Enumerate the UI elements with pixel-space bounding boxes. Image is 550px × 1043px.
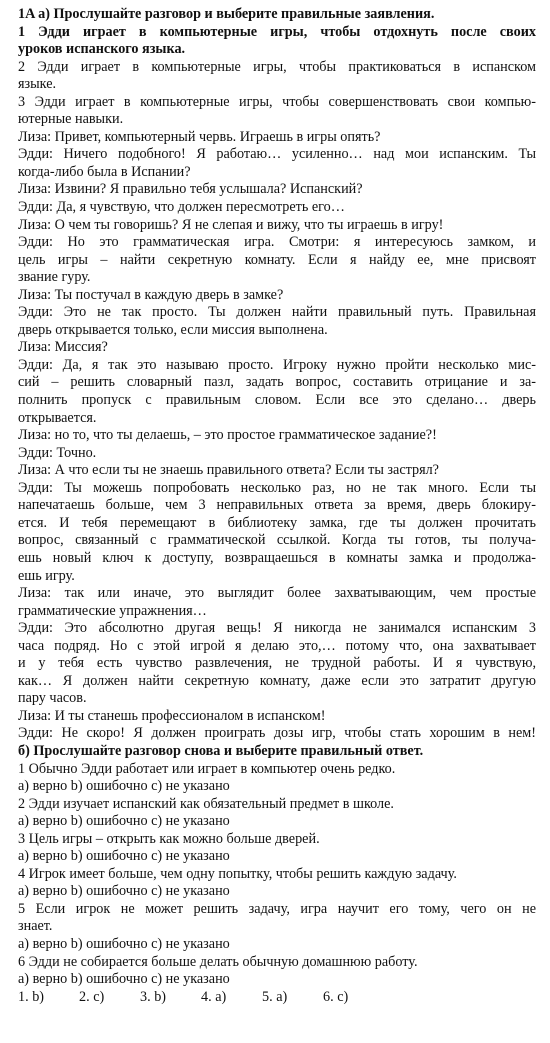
heading-line: 1 Эдди играет в компьютерные игры, чтобы отдохнуть после своих xyxy=(18,23,536,40)
text-line: часа подряд. Но с этой игрой я делаю это,… потому что, она захватывает xyxy=(18,637,536,654)
answer-item: 2. c) xyxy=(79,988,105,1005)
text-line: вопрос, связанный с грамматической ссылкой. Когда ты готов, ты получа- xyxy=(18,532,536,549)
text-line: 3 Эдди играет в компьютерные игры, чтобы совершенствовать свои компью- xyxy=(18,93,536,110)
text-line: звание гуру. xyxy=(18,269,91,286)
text-line: Эдди: Да, я чувствую, что должен пересмотреть его… xyxy=(18,199,345,216)
text-line: 6 Эдди не собирается больше делать обычную домашнюю работу. xyxy=(18,953,418,970)
heading-line: 1A а) Прослушайте разговор и выберите правильные заявления. xyxy=(18,6,435,22)
text-line: Лиза: О чем ты говоришь? Я не слепая и вижу, что ты играешь в игру! xyxy=(18,216,444,233)
answer-item: 1. b) xyxy=(18,988,45,1005)
text-line: Лиза: так или иначе, это выглядит более захватывающим, чем простые xyxy=(18,585,536,602)
text-line: 3 Цель игры – открыть как можно больше дверей. xyxy=(18,830,320,847)
heading-line: б) Прослушайте разговор снова и выберите правильный ответ. xyxy=(18,742,424,759)
text-line: а) верно b) ошибочно c) не указано xyxy=(18,935,230,952)
text-line: а) верно b) ошибочно c) не указано xyxy=(18,971,230,988)
answer-key xyxy=(18,989,536,1007)
text-line: Эдди: Но это грамматическая игра. Смотри: я интересуюсь замком, и xyxy=(18,234,536,251)
text-line: языке. xyxy=(18,76,57,93)
text-line: ешь новый ключ к доступу, возвращаешься в комнаты замка и продолжа- xyxy=(18,549,536,566)
text-line: Лиза: Миссия? xyxy=(18,339,108,356)
document-text xyxy=(18,6,536,989)
text-line: Лиза: И ты станешь профессионалом в испанском! xyxy=(18,707,326,724)
text-line: ютерные навыки. xyxy=(18,111,124,128)
text-line: Лиза: Привет, компьютерный червь. Играешь в игры опять? xyxy=(18,128,381,145)
text-line: Лиза: Извини? Я правильно тебя услышала? Испанский? xyxy=(18,181,363,198)
text-line: Эдди: Ничего подобного! Я работаю… усиленно… над мои испанским. Ты xyxy=(18,146,536,163)
text-line: дверь открывается только, если миссия выполнена. xyxy=(18,321,328,338)
answer-item: 6. c) xyxy=(323,988,349,1005)
text-line: 2 Эдди играет в компьютерные игры, чтобы практиковаться в испанском xyxy=(18,58,536,75)
text-line: Эдди: Не скоро! Я должен проиграть дозы игр, чтобы стать хорошим в нем! xyxy=(18,725,536,742)
text-line: полнить пропуск с правильным словом. Если все это сделано… дверь xyxy=(18,392,536,409)
answer-item: 4. a) xyxy=(201,988,227,1005)
text-line: ется. И тебя перемещают в библиотеку замка, где ты должен прочитать xyxy=(18,514,536,531)
text-line: ешь игру. xyxy=(18,567,75,584)
text-line: Эдди: Точно. xyxy=(18,444,97,461)
text-line: и у тебя есть чувство развлечения, не трудной работы. И я чувствую, xyxy=(18,655,536,672)
text-line: грамматические упражнения… xyxy=(18,602,207,619)
answer-item: 3. b) xyxy=(140,988,167,1005)
text-line: 1 Обычно Эдди работает или играет в компьютер очень редко. xyxy=(18,760,396,777)
text-line: а) верно b) ошибочно c) не указано xyxy=(18,778,230,795)
text-line: открывается. xyxy=(18,409,97,426)
text-line: а) верно b) ошибочно c) не указано xyxy=(18,848,230,865)
answer-item: 5. a) xyxy=(262,988,288,1005)
text-line: Эдди: Это абсолютно другая вещь! Я никогда не занимался испанским 3 xyxy=(18,620,536,637)
text-line: цель игры – найти секретную комнату. Если я найду ее, мне присвоят xyxy=(18,251,536,268)
text-line: Эдди: Ты можешь попробовать несколько раз, но не так много. Если ты xyxy=(18,479,536,496)
text-line: Лиза: но то, что ты делаешь, – это простое грамматическое задание?! xyxy=(18,427,437,444)
text-line: знает. xyxy=(18,918,53,935)
text-line: Эдди: Это не так просто. Ты должен найти правильный путь. Правильная xyxy=(18,304,536,321)
text-line: Эдди: Да, я так это называю просто. Игроку нужно пройти несколько мис- xyxy=(18,356,536,373)
text-line: сий – решить словарный пазл, задать вопрос, составить отрицание и за- xyxy=(18,374,536,391)
text-line: Лиза: А что если ты не знаешь правильного ответа? Если ты застрял? xyxy=(18,462,439,479)
text-line: как… Я должен найти секретную комнату, даже если это затратит другую xyxy=(18,672,536,689)
text-line: Лиза: Ты постучал в каждую дверь в замке? xyxy=(18,286,284,303)
text-line: 4 Игрок имеет больше, чем одну попытку, чтобы решить каждую задачу. xyxy=(18,865,457,882)
text-line: пару часов. xyxy=(18,690,87,707)
text-line: 5 Если игрок не может решить задачу, игра научит его тому, чего он не xyxy=(18,900,536,917)
heading-line: уроков испанского языка. xyxy=(18,41,186,58)
text-line: когда-либо была в Испании? xyxy=(18,163,191,180)
text-line: напечатаешь больше, чем 3 неправильных ответа за время, дверь блокиру- xyxy=(18,497,536,514)
text-line: 2 Эдди изучает испанский как обязательный предмет в школе. xyxy=(18,795,394,812)
text-line: а) верно b) ошибочно c) не указано xyxy=(18,813,230,830)
text-line: а) верно b) ошибочно c) не указано xyxy=(18,883,230,900)
